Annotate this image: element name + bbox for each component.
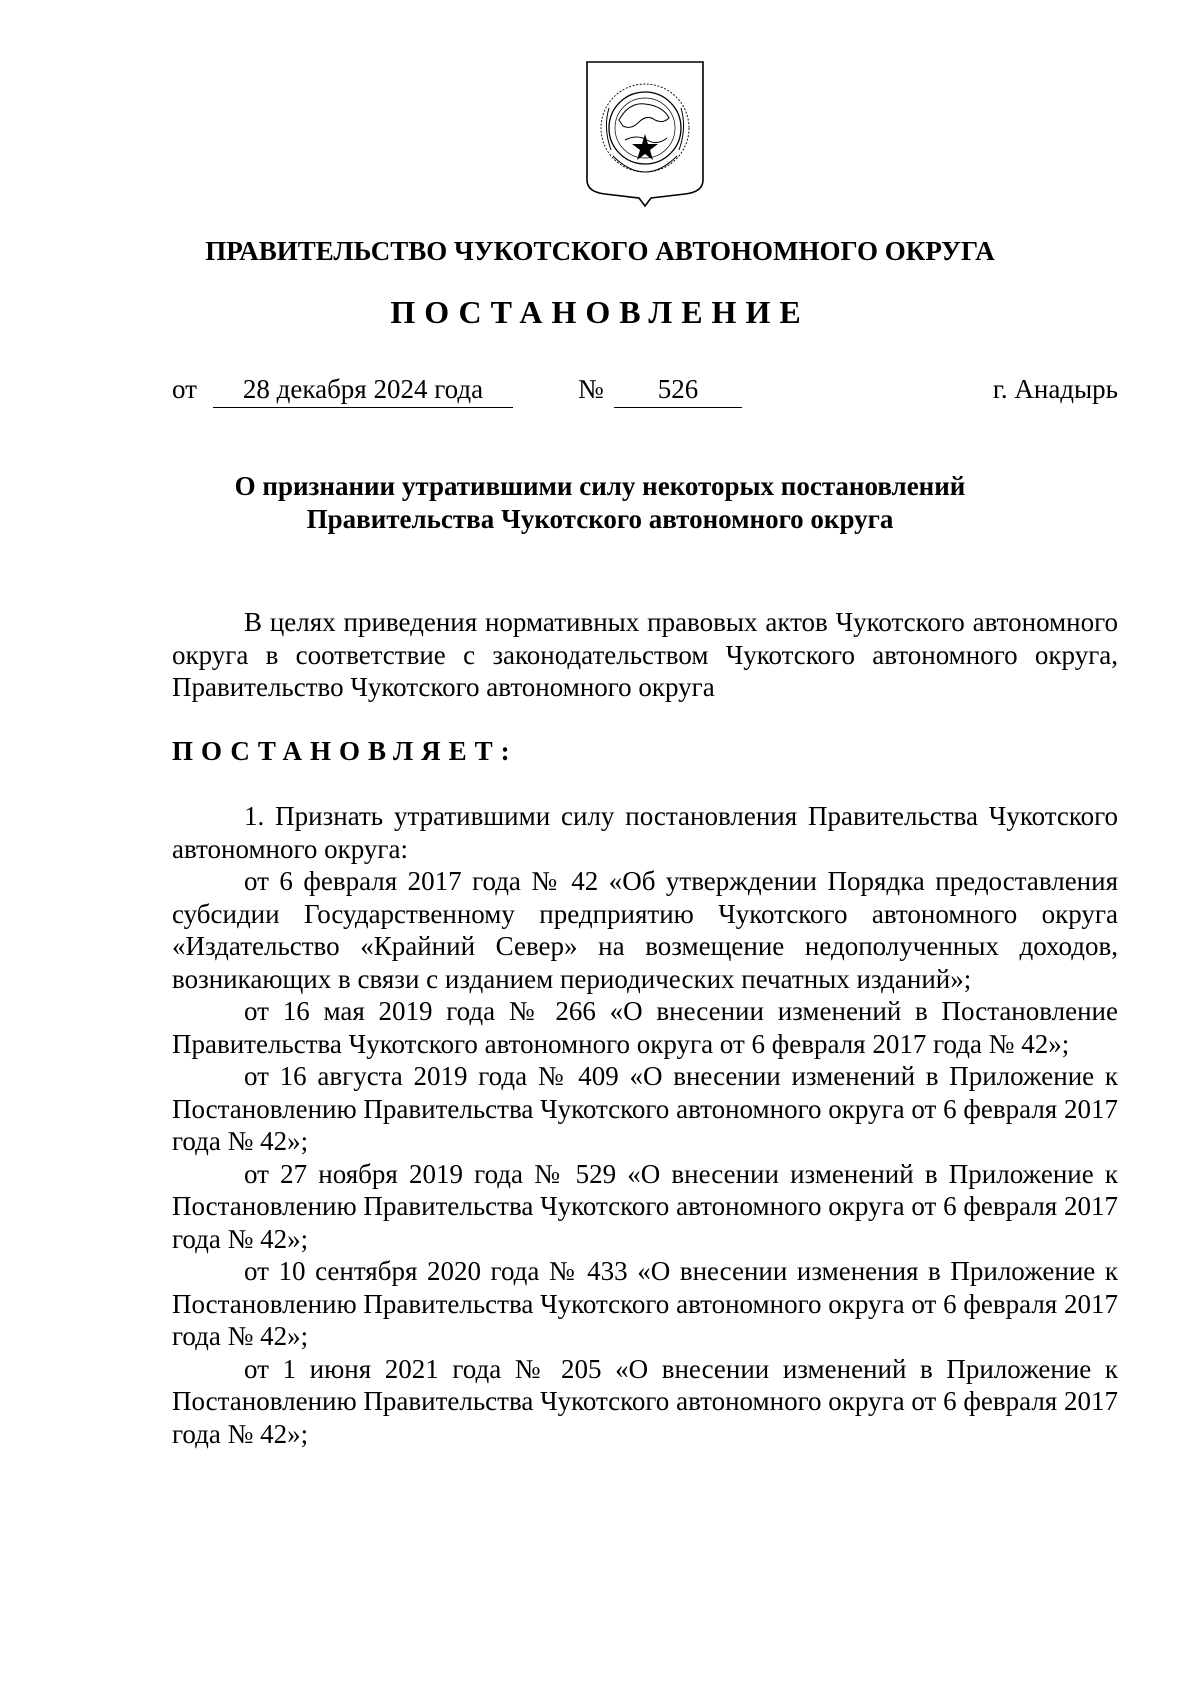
subject-line: О признании утратившими силу некоторых постановлений [234,471,966,501]
preamble-paragraph: В целях приведения нормативных правовых актов Чукотского автономного округа в соответствие с законодательством Чукотского автономного округа, Правительство Чукотского автономного округа [172,607,1118,702]
preamble [172,606,1118,704]
document-type-heading: ПОСТАНОВЛЕНИЕ [390,294,810,330]
document-number: 526 [614,372,742,408]
document-meta-row [0,372,1200,412]
resolution-items [172,800,1118,1450]
repealed-act-item: от 1 июня 2021 года № 205 «О внесении изменений в Приложение к Постановлению Правительства Чукотского автономного округа от 6 февраля 2017 года № 42»; [172,1353,1118,1449]
document-date: 28 декабря 2024 года [213,372,513,408]
date-prefix-label: от [172,374,197,404]
repealed-act-item: от 6 февраля 2017 года № 42 «Об утверждении Порядка предоставления субсидии Государственному предприятию Чукотского автономного округа «Издательство «Крайний Север» на возмещение недополученных доходов, возникающих в связи с изданием периодических печатных изданий»; [172,866,1118,994]
government-title: ПРАВИТЕЛЬСТВО ЧУКОТСКОГО АВТОНОМНОГО ОКРУГА [205,236,995,266]
document-subject [0,470,1200,536]
repealed-act-item: от 16 мая 2019 года № 266 «О внесении изменений в Постановление Правительства Чукотского автономного округа от 6 февраля 2017 года № 42»; [172,996,1118,1059]
resolution-paragraph: 1. Признать утратившими силу постановления Правительства Чукотского автономного округа: [172,801,1118,864]
coat-of-arms-emblem [585,60,705,208]
decides-heading: ПОСТАНОВЛЯЕТ: [172,736,518,766]
repealed-act-item: от 16 августа 2019 года № 409 «О внесении изменений в Приложение к Постановлению Правительства Чукотского автономного округа от 6 февраля 2017 года № 42»; [172,1061,1118,1156]
document-place: г. Анадырь [992,374,1118,404]
subject-line: Правительства Чукотского автономного округа [306,504,894,534]
repealed-act-item: от 10 сентября 2020 года № 433 «О внесении изменения в Приложение к Постановлению Правительства Чукотского автономного округа от 6 февраля 2017 года № 42»; [172,1256,1118,1351]
repealed-act-item: от 27 ноября 2019 года № 529 «О внесении изменений в Приложение к Постановлению Правительства Чукотского автономного округа от 6 февраля 2017 года № 42»; [172,1158,1118,1254]
number-sign-label: № [578,374,604,404]
